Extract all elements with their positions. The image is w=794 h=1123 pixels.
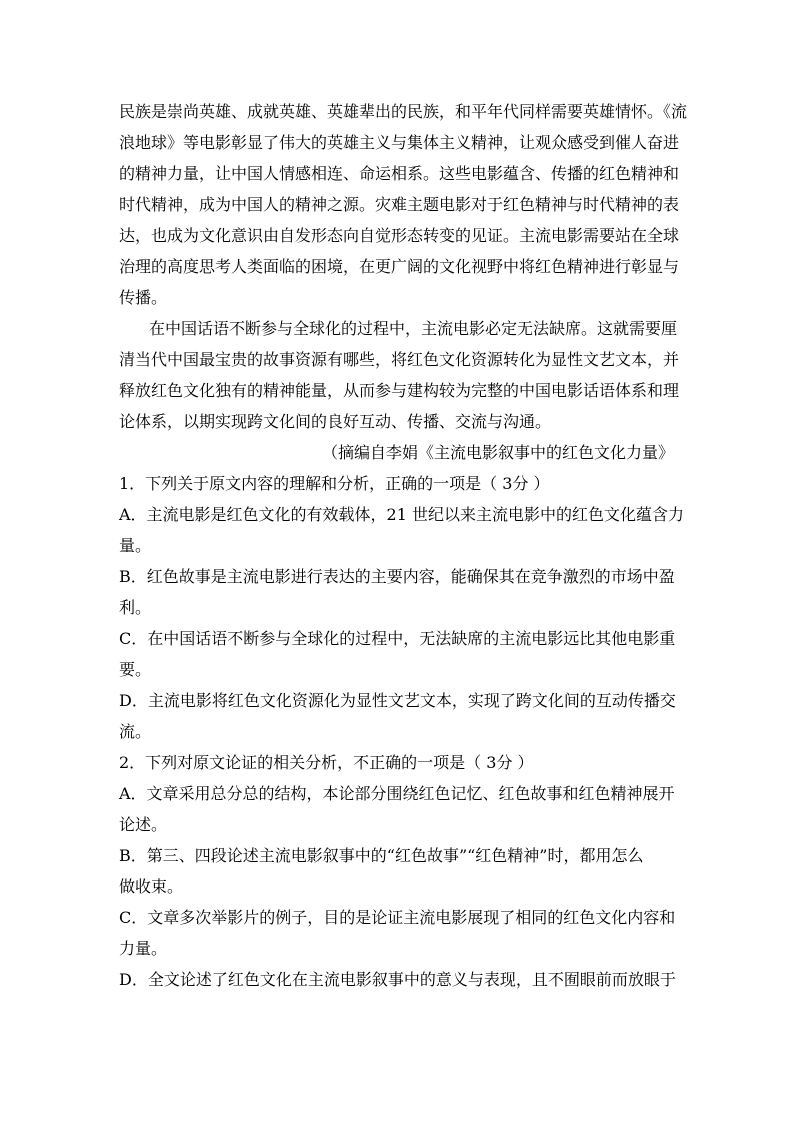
question-2 [119, 747, 675, 995]
option-d [119, 964, 675, 995]
text-line: 的精神力量，让中国人情感相连、命运相系。这些电影蕴含、传播的红色精神和 [119, 164, 680, 183]
text-line: 浪地球》等电影彰显了伟大的英雄主义与集体主义精神，让观众感受到催人奋进 [119, 133, 680, 152]
text-line: 民族是崇尚英雄、成就英雄、英雄辈出的民族，和平年代同样需要英雄情怀。《流 [119, 102, 688, 121]
passage-paragraph-2 [119, 313, 680, 437]
option-b [119, 561, 675, 623]
option-line: 量。 [119, 536, 152, 555]
option-line: A．主流电影是红色文化的有效载体，21 世纪以来主流电影中的红色文化蕴含力 [119, 505, 685, 524]
option-c [119, 623, 675, 685]
option-line: 力量。 [119, 939, 168, 958]
option-a [119, 778, 675, 840]
option-line: B．红色故事是主流电影进行表达的主要内容，能确保其在竞争激烈的市场中盈 [119, 567, 675, 586]
text-line: 传播。 [119, 288, 168, 307]
option-d [119, 685, 675, 747]
text-line: 在中国话语不断参与全球化的过程中，主流电影必定无法缺席。这就需要厘 [149, 319, 678, 338]
question-1 [119, 468, 685, 747]
question-stem: 1．下列关于原文内容的理解和分析，正确的一项是（ 3分 ） [119, 474, 550, 493]
text-line: 清当代中国最宝贵的故事资源有哪些，将红色文化资源转化为显性文艺文本，并 [119, 350, 680, 369]
text-line: 时代精神，成为中国人的精神之源。灾难主题电影对于红色精神与时代精神的表 [119, 195, 680, 214]
text-line: 论体系，以期实现跨文化间的良好互动、传播、交流与沟通。 [119, 412, 552, 431]
option-line: A．文章采用总分总的结构，本论部分围绕红色记忆、红色故事和红色精神展开 [119, 784, 675, 803]
option-a [119, 499, 685, 561]
text-line: 达，也成为文化意识由自发形态向自觉形态转变的见证。主流电影需要站在全球 [119, 226, 680, 245]
option-line: D．全文论述了红色文化在主流电影叙事中的意义与表现，且不囿眼前而放眼于 [119, 970, 676, 989]
option-line: C．在中国话语不断参与全球化的过程中，无法缺席的主流电影远比其他电影重 [119, 629, 676, 648]
question-stem: 2．下列对原文论证的相关分析，不正确的一项是（ 3分 ） [119, 753, 534, 772]
option-line: 论述。 [119, 815, 168, 834]
passage-paragraph-1 [119, 96, 688, 313]
text-line: 释放红色文化独有的精神能量，从而参与建构较为完整的中国电影话语体系和理 [119, 381, 680, 400]
option-line: 流。 [119, 722, 152, 741]
passage-source: （摘编自李娟《主流电影叙事中的红色文化力量》 [322, 443, 675, 462]
document-page [119, 96, 688, 995]
option-line: C．文章多次举影片的例子，目的是论证主流电影展现了相同的红色文化内容和 [119, 908, 676, 927]
text-line: 治理的高度思考人类面临的困境，在更广阔的文化视野中将红色精神进行彰显与 [119, 257, 680, 276]
option-line: 做收束。 [119, 877, 184, 896]
option-line: B．第三、四段论述主流电影叙事中的“红色故事”“红色精神”时，都用怎么 [119, 846, 644, 865]
option-line: 要。 [119, 660, 152, 679]
option-line: 利。 [119, 598, 152, 617]
option-b [119, 840, 675, 902]
option-c [119, 902, 675, 964]
option-line: D．主流电影将红色文化资源化为显性文艺文本，实现了跨文化间的互动传播交 [119, 691, 676, 710]
